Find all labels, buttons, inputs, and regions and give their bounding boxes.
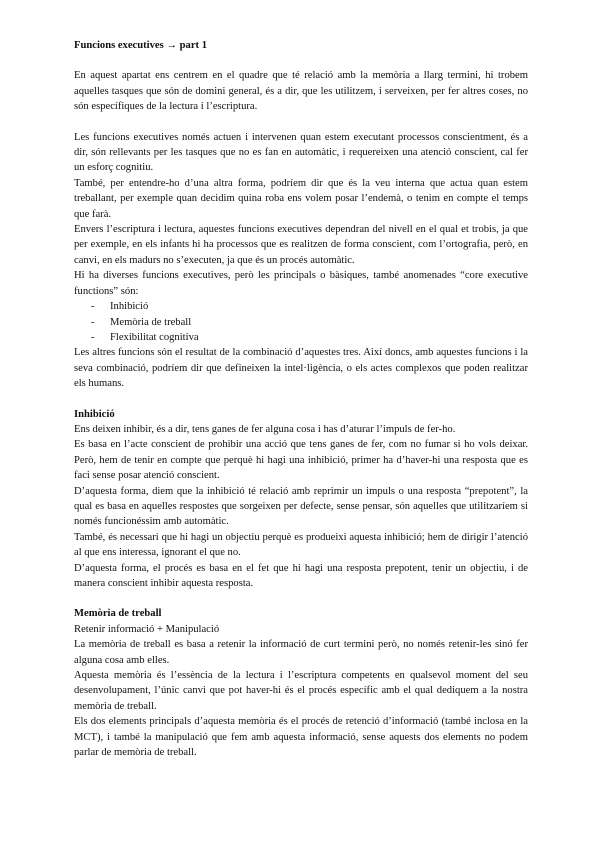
section-subheading: Retenir informació + Manipulació (74, 623, 220, 635)
spacer (74, 115, 528, 130)
list-item (74, 315, 528, 330)
paragraph: També, és necessari que hi hagi un objectiu perquè es produeixi aquesta inhibició; hem de dirigir l’atenció al que ens interessa, ignorant el que no. (74, 531, 528, 559)
paragraph: Ens deixen inhibir, és a dir, tens ganes de fer alguna cosa i has d’aturar l’impuls de fer-ho. (74, 423, 456, 435)
paragraph: També, per entendre-ho d’una altra forma, podríem dir que és la veu interna que actua quan estem treballant, per exemple quan decidim quina roba ens volem posar l’endemà, o tenim en compte el temps que farà. (74, 177, 528, 220)
paragraph: Aquesta memòria és l’essència de la lectura i l’escriptura competents en qualsevol moment del seu desenvolupament, l’únic canvi que pot haver-hi és el procés específic amb el qual dediquem a la nostra memòria de treball. (74, 670, 528, 712)
paragraph: Les funcions executives només actuen i intervenen quan estem executant processos conscientment, és a dir, són rellevants per les tasques que no es fan en automàtic, i requereixen una atenció conscient, cal fer un esforç cognitiu. (74, 131, 528, 174)
paragraph: Hi ha diverses funcions executives, però les principals o bàsiques, també anomenades “core executive functions” són: (74, 270, 528, 297)
paragraph: Els dos elements principals d’aquesta memòria és el procés de retenció d’informació (també inclosa en la MCT), i també la manipulació que fem amb aquesta informació, sense aquests dos elements no podem parlar de memòria de treball. (74, 716, 528, 759)
document-title: Funcions executives → part 1 (74, 40, 208, 51)
list-item (74, 299, 528, 314)
paragraph: D’aquesta forma, el procés es basa en el fet que hi hagi una resposta prepotent, tenir un objectiu, i de manera conscient inhibir aquesta resposta. (74, 562, 528, 589)
paragraph: Les altres funcions són el resultat de la combinació d’aquestes tres. Així doncs, amb aquestes funcions i la seva combinació, podríem dir que defineixen la intel·ligència, o els actes complexos que poden realitzar els humans. (74, 347, 528, 390)
list-item-label: Flexibilitat cognitiva (110, 331, 199, 343)
bullet-dash: - (91, 316, 95, 328)
spacer (74, 591, 528, 606)
core-functions-list (74, 299, 528, 345)
section-heading-memoria: Memòria de treball (74, 608, 162, 620)
list-item-label: Memòria de treball (110, 316, 192, 328)
spacer (74, 392, 528, 407)
intro-paragraph: En aquest apartat ens centrem en el quadre que té relació amb la memòria a llarg termini, hi trobem aquelles tasques que són de domini general, és a dir, que les utilitzem, i serveixen, per fer altres coses, no són específiques de la lectura i l’escriptura. (74, 70, 528, 113)
list-item-label: Inhibició (110, 301, 149, 313)
paragraph: Envers l’escriptura i lectura, aquestes funcions executives dependran del nivell en el qual et trobis, ja que per exemple, en els infants hi ha processos que es realitzen de forma conscient, com l’ortografia, però, en canvi, en els madurs no s’executen, ja que és un procés automàtic. (74, 224, 528, 266)
paragraph: La memòria de treball es basa a retenir la informació de curt termini però, no només retenir-les sinó fer alguna cosa amb elles. (74, 639, 528, 666)
section-heading-inhibicio: Inhibició (74, 408, 115, 420)
bullet-dash: - (91, 301, 95, 313)
list-item (74, 330, 528, 345)
bullet-dash: - (91, 331, 95, 343)
paragraph: Es basa en l’acte conscient de prohibir una acció que tens ganes de fer, com no fumar si ho vols deixar. Però, hem de tenir en compte que perquè hi hagi una inhibició, primer ha d’haver-hi una resposta que es faci sense posar atenció conscient. (74, 439, 528, 482)
paragraph: D’aquesta forma, diem que la inhibició té relació amb reprimir un impuls o una resposta “prepotent”, la qual es basa en aquelles respostes que sorgeixen per defecte, sense pensar, són aquelles que utilitzaríem si només funcionéssim amb automàtic. (74, 485, 528, 528)
